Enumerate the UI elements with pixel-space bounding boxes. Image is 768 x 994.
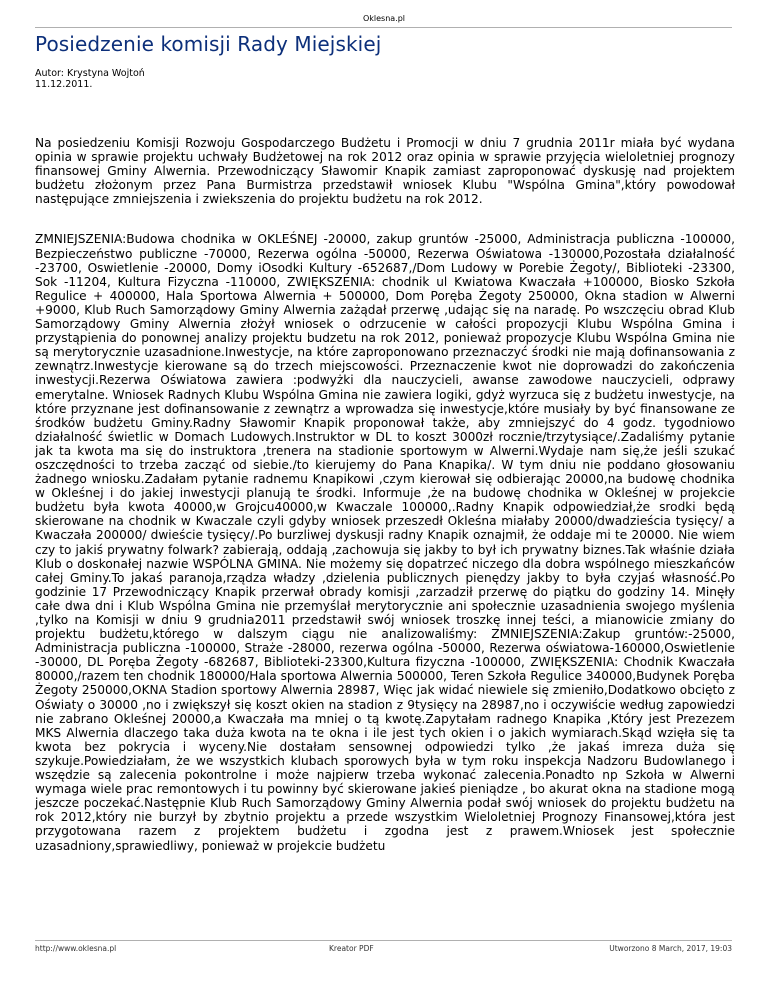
article-meta: [35, 68, 145, 90]
header-divider: [35, 27, 732, 28]
paragraph-details: ZMNIEJSZENIA:Budowa chodnika w OKLEŚNEJ -20000, zakup gruntów -25000, Administracja publiczna -100000, Bezpieczeństwo publiczne -70000, Rezerwa ogólna -50000, Rezerwa Oświatowa -130000,Pozostała działalność -23700, Oswietlenie -20000, Domy iOsodki Kultury -652687,/Dom Ludowy w Porebie Żegoty/, Biblioteki -23300, Sok -11204, Kultura Fizyczna -110000, ZWIĘKSZENIA: chodnik ul Kwiatowa Kwaczała +100000, Biosko Szkoła Regulice + 400000, Hala Sportowa Alwernia + 500000, Dom Poręba Żegoty 250000, Okna stadion w Alwerni +9000, Klub Ruch Samorządowy Gminy Alwernia zażądał przerwę ,udając się na naradę. Po wszczęciu obrad Klub Samorządowy Gminy Alwernia złożył wniosek o odrzucenie w całości propozycji Klubu Wspólna Gmina i przystąpienia do ponownej analizy projektu budzetu na rok 2012, ponieważ propozycje Klubu Wspólna Gmina nie są merytorycznie uzasadnione.Inwestycje, na które zaproponowano przeznaczyć środki nie mają dofinansowania z zewnątrz.Inwestycje kierowane są do trzech miejscowości. Przeznaczenie kwot nie doprowadzi do zakończenia inwestycji.Rezerwa Oświatowa zawiera :podwyżki dla nauczycieli, awanse zawodowe nauczycieli, odprawy emerytalne. Wniosek Radnych Klubu Wspólna Gmina nie zawiera logiki, gdyż wyrzuca się z budżetu inwestycje, na które przyznane jest dofinansowanie z zewnątrz a wprowadza się inwestycje,które musiały by być finansowane ze środków budżetu Gminy.Radny Sławomir Knapik proponował także, aby zmniejszyć do 4 godz. tygodniowo działalność świetlic w Domach Ludowych.Instruktor w DL to koszt 3000zł rocznie/trzytysiące/.Zadaliśmy pytanie jak ta kwota ma się do instruktora ,trenera na stadionie sportowym w Alwerni.Wydaje nam się,że jeśli szukać oszczędności to trzeba zacząć od siebie./to kierujemy do Pana Knapika/. W tym dniu nie poddano głosowaniu żadnego wniosku.Zadałam pytanie radnemu Knapikowi ,czym kierował się odbierając 20000,na budowę chodnika w Okleśnej i do jakiej inwestycji planują te środki. Informuje ,że na budowę chodnika w Okleśnej w projekcie budżetu była kwota 40000,w Grojcu40000,w Kwaczale 100000,.Radny Knapik odpowiedział,że srodki będą skierowane na chodnik w Kwaczale czyli gdyby wniosek przeszedł Okleśna miałaby 20000/dwadzieścia tysięcy/ a Kwaczała 200000/ dwieście tysięcy/.Po burzliwej dyskusji radny Knapik oznajmił, że oddaje mi te 20000. Nie wiem czy to jakiś prywatny folwark? zabierają, oddają ,zachowuja się jakby to był ich prywatny biznes.Tak właśnie działa Klub o doskonałej nazwie WSPÓLNA GMINA. Nie możemy się dopatrzeć niczego dla dobra wspólnego mieszkańców całej Gminy.To jakaś paranoja,rządza władzy ,dzielenia publicznych pienędzy jakby to była czyjaś własność.Po godzinie 17 Przewodniczący Knapik przerwał obrady komisji ,zarzadził przerwę do piątku do godziny 14. Minęły całe dwa dni i Klub Wspólna Gmina nie przemyślał merytorycznie ani społecznie uzasadnienia swojego myślenia ,tylko na Komisji w dniu 9 grudnia2011 przedstawił swój wniosek troszkę innej teści, a mianowicie zmiany do projektu budżetu,którego w dalszym ciągu nie analizowaliśmy: ZMNIEJSZENIA:Zakup gruntów:-25000, Administracja publiczna -100000, Straże -28000, rezerwa ogólna -50000, Rezerwa oświatowa-160000,Oswietlenie -30000, DL Poręba Żegoty -682687, Biblioteki-23300,Kultura fizyczna -100000, ZWIĘKSZENIA: Chodnik Kwaczała 80000,/razem ten chodnik 180000/Hala sportowa Alwernia 500000, Teren Szkoła Regulice 340000,Budynek Poręba Żegoty 250000,OKNA Stadion sportowy Alwernia 28987, Więc jak widać niewiele się zmieniło,Dodatkowo obcięto z Oświaty o 30000 ,no i zwiększył się koszt okien na stadion z 9tysięcy na 28987,no i oczywiście według zapowiedzi nie zabrano Okleśnej 20000,a Kwaczała ma mniej o tą kwotę.Zapytałam radnego Knapika ,Który jest Prezezem MKS Alwernia dlaczego taka duża kwota na te okna i ile jest tych okien i o jakich wymiarach.Skąd wzięła się ta kwota bez pokrycia i wyceny.Nie dostałam sensownej odpowiedzi tylko ,że jakaś imreza duża się szykuje.Powiedziałam, że we wszystkich klubach sporowych była w tym roku inspekcja Nadzoru Budowlanego i wszędzie są zalecenia pokontrolne i może najpierw trzeba wykonać zalecenia.Ponadto np Szkoła w Alwerni wymaga wiele prac remontowych i tu powinny być skierowane jakieś pieniądze , bo akurat okna na stadione mogą jeszcze poczekać.Następnie Klub Ruch Samorządowy Gminy Alwernia podał swój wniosek do projektu budżetu na rok 2012,który nie burzył by zbytnio projektu a przede wszystkim Wieloletniej Prognozy Finansowej,która jest przygotowana razem z projektem budżetu i zgodna jest z prawem.Wniosek jest społecznie uzasadniony,sprawiedliwy, ponieważ w projekcie budżetu: [35, 232, 735, 853]
footer-url-link[interactable]: http://www.oklesna.pl: [35, 944, 117, 953]
author-line: Autor: Krystyna Wojtoń: [35, 68, 145, 79]
footer-divider: [35, 940, 732, 941]
publish-date: 11.12.2011.: [35, 79, 93, 90]
footer-generator: Kreator PDF: [329, 944, 374, 953]
page-footer: [35, 944, 732, 956]
paragraph-intro: Na posiedzeniu Komisji Rozwoju Gospodarczego Budżetu i Promocji w dniu 7 grudnia 2011r miała być wydana opinia w sprawie projektu uchwały Budżetowej na rok 2012 oraz opinia w sprawie przyjęcia wieloletniej prognozy finansowej Gminy Alwernia. Przewodniczący Sławomir Knapik zamiast zaproponować dyskusję nad projektem budżetu złożonym przez Pana Burmistrza przedstawił wniosek Klubu "Wspólna Gmina",który powodował następujące zmniejszenia i zwiekszenia do projektu budżetu na rok 2012.: [35, 136, 735, 207]
article-title: Posiedzenie komisji Rady Miejskiej: [35, 32, 382, 56]
site-header: Oklesna.pl: [362, 14, 406, 23]
article-body: [35, 136, 735, 879]
footer-created-date: Utworzono 8 March, 2017, 19:03: [609, 944, 732, 953]
